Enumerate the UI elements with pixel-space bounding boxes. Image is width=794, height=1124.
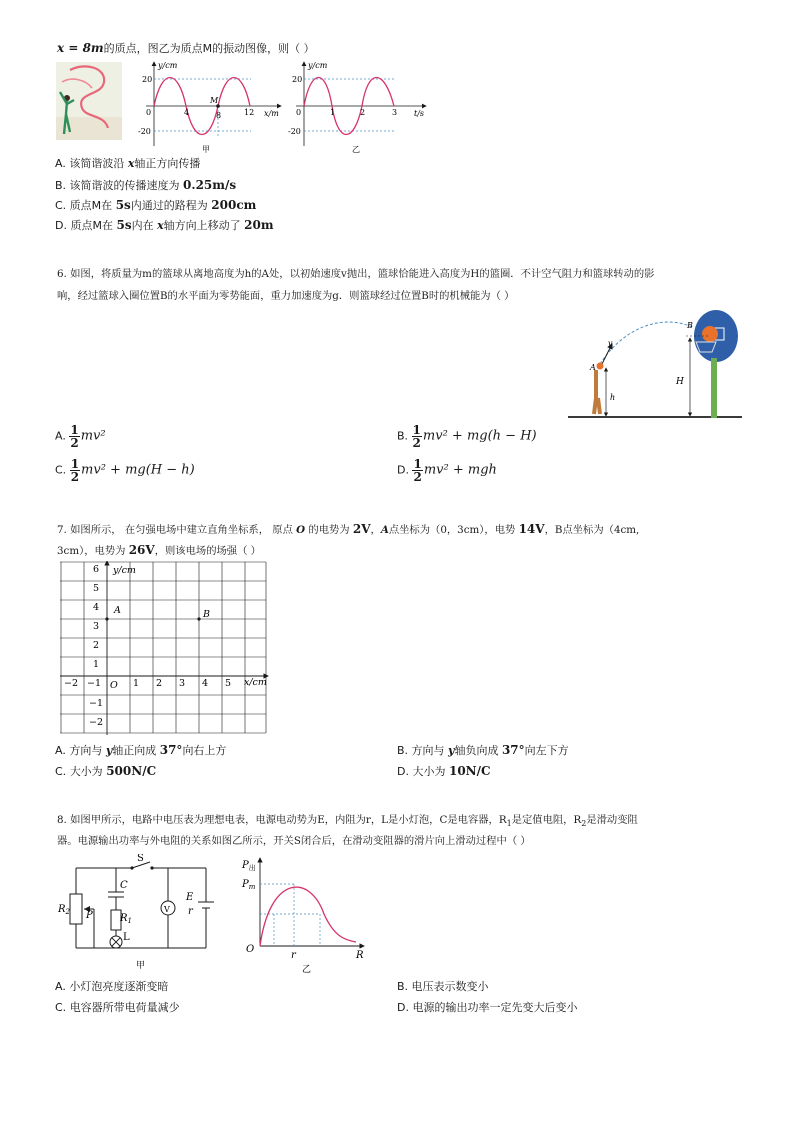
q7-stem-line1: 7. 如图所示， 在匀强电场中建立直角坐标系， 原点 O 的电势为 2V，A点坐标为（0，3cm），电势 14V，B点坐标为（4cm, bbox=[57, 522, 640, 536]
x-tick-3: 3 bbox=[179, 678, 186, 689]
yi-tick-3: 3 bbox=[392, 108, 398, 117]
x-tick-4: 4 bbox=[202, 678, 209, 689]
grid-ylabel: y/cm bbox=[113, 565, 136, 576]
q5-stem-math: x = 8m bbox=[57, 41, 104, 55]
y-tick-2: 2 bbox=[93, 640, 100, 651]
jia-tick-20: 20 bbox=[142, 75, 153, 84]
q8-stem-line2: 器。电源输出功率与外电阻的关系如图乙所示，开关S闭合后，在滑动变阻器的滑片向上滑动过程中（ ） bbox=[57, 835, 531, 847]
circuit-s: S bbox=[137, 854, 144, 864]
q8-option-a[interactable]: A. 小灯泡亮度逐渐变暗 bbox=[55, 980, 169, 993]
point-b bbox=[197, 617, 200, 620]
y-tick-4: 4 bbox=[93, 602, 100, 613]
circuit-r: r bbox=[188, 906, 193, 917]
y-tick-3: 3 bbox=[93, 621, 100, 632]
graph-origin: O bbox=[246, 944, 255, 955]
label-H: H bbox=[676, 377, 684, 387]
circuit-p: P bbox=[86, 910, 93, 921]
q5-stem-text: 的质点，图乙为质点M的振动图像，则（ ） bbox=[103, 42, 315, 55]
q6-option-c[interactable]: C. $\frac{1}{2}$ mv² + mg(H − h) bbox=[55, 457, 195, 484]
circuit-r1: $R_1$ bbox=[120, 913, 132, 925]
q8-stem-line1: 8. 如图甲所示，电路中电压表为理想电表，电源电动势为E，内阻为r，L是小灯泡，C是电容器，$R_1$是定值电阻，$R_2$是滑动变阻 bbox=[57, 814, 638, 829]
q6-option-b[interactable]: B. $\frac{1}{2}$ mv² + mg(h − H) bbox=[397, 423, 537, 450]
yi-tick-20: 20 bbox=[292, 75, 303, 84]
q6-stem-line2: 响，经过篮球入圈位置B的水平面为零势能面，重力加速度为g．则篮球经过位置B时的机械能为（ ） bbox=[57, 290, 515, 302]
grid-label-a: A bbox=[114, 605, 121, 616]
point-a bbox=[105, 617, 108, 620]
y-tick-neg2: −2 bbox=[89, 717, 104, 728]
x-tick-neg1: −1 bbox=[87, 678, 102, 689]
q7-stem-line2: 3cm），电势为 26V，则该电场的场强（ ） bbox=[57, 543, 261, 557]
ball-icon bbox=[702, 326, 718, 342]
grid-xlabel: x/cm bbox=[244, 677, 267, 688]
yi-origin: 0 bbox=[296, 108, 302, 117]
q8-option-d[interactable]: D. 电源的输出功率一定先变大后变小 bbox=[397, 1001, 578, 1014]
yi-xlabel: t/s bbox=[414, 109, 425, 118]
grid-label-b: B bbox=[203, 609, 210, 620]
jia-point-m: M bbox=[210, 96, 219, 105]
jia-tick-4: 4 bbox=[184, 108, 190, 117]
yi-tick-2: 2 bbox=[360, 108, 366, 117]
circuit-e: E bbox=[186, 892, 194, 903]
y-tick-neg1: −1 bbox=[89, 698, 104, 709]
q6-option-a[interactable]: A. $\frac{1}{2}$ mv² bbox=[55, 423, 106, 450]
graph-r: r bbox=[291, 950, 296, 961]
x-tick-1: 1 bbox=[133, 678, 140, 689]
label-b: B bbox=[687, 321, 693, 330]
yi-tick-1: 1 bbox=[330, 108, 336, 117]
power-curve bbox=[260, 887, 356, 946]
q8-option-b[interactable]: B. 电压表示数变小 bbox=[397, 980, 489, 993]
x-tick-neg2: −2 bbox=[64, 678, 79, 689]
jia-tick-neg20: -20 bbox=[138, 127, 151, 136]
voltmeter-icon: V bbox=[164, 905, 170, 914]
q7-option-a[interactable]: A. 方向与 y轴正向成 37°向右上方 bbox=[55, 743, 227, 757]
q6-option-d[interactable]: D. $\frac{1}{2}$ mv² + mgh bbox=[397, 457, 497, 484]
label-v: v bbox=[608, 339, 613, 348]
circuit-caption: 甲 bbox=[136, 961, 146, 971]
jia-xlabel: x/m bbox=[264, 109, 279, 118]
q5-option-c[interactable]: C. 质点M在 5s内通过的路程为 200cm bbox=[55, 198, 257, 212]
q8-power-graph bbox=[240, 854, 370, 976]
yi-ylabel: y/cm bbox=[308, 61, 328, 70]
q5-fig-jia bbox=[126, 58, 286, 154]
graph-caption: 乙 bbox=[302, 965, 312, 975]
graph-ylabel: $P_出$ bbox=[242, 860, 256, 872]
q7-option-c[interactable]: C. 大小为 500N/C bbox=[55, 764, 157, 778]
q5-option-b[interactable]: B. 该简谐波的传播速度为 0.25m/s bbox=[55, 178, 237, 192]
y-tick-1: 1 bbox=[93, 659, 100, 670]
jia-ylabel: y/cm bbox=[158, 61, 178, 70]
q7-grid-figure bbox=[60, 561, 272, 737]
graph-xlabel: R bbox=[356, 950, 364, 961]
q5-fig-yi bbox=[284, 58, 434, 154]
yi-caption: 乙 bbox=[352, 145, 360, 154]
q5-option-d[interactable]: D. 质点M在 5s内在 x轴方向上移动了 20m bbox=[55, 218, 274, 232]
q5-option-a[interactable]: A. 该简谐波沿 x轴正方向传播 bbox=[55, 157, 201, 170]
x-tick-2: 2 bbox=[156, 678, 163, 689]
yi-tick-neg20: -20 bbox=[288, 127, 301, 136]
q8-option-c[interactable]: C. 电容器所带电荷量减少 bbox=[55, 1001, 180, 1014]
circuit-c: C bbox=[120, 880, 128, 891]
label-h: h bbox=[610, 393, 616, 402]
jia-origin: 0 bbox=[146, 108, 152, 117]
y-tick-5: 5 bbox=[93, 583, 100, 594]
jia-caption: 甲 bbox=[202, 145, 210, 154]
q6-stem-line1: 6. 如图，将质量为m的篮球从离地高度为h的A处，以初始速度v抛出，篮球恰能进入高度为H的篮圈．不计空气阻力和篮球转动的影 bbox=[57, 268, 655, 280]
q5-gymnast-photo bbox=[56, 62, 122, 140]
jia-tick-8: 8 bbox=[216, 111, 222, 120]
q7-option-d[interactable]: D. 大小为 10N/C bbox=[397, 764, 491, 778]
grid-origin: O bbox=[110, 680, 118, 691]
label-a: A bbox=[590, 363, 596, 372]
q5-stem-tail bbox=[57, 40, 315, 57]
y-tick-6: 6 bbox=[93, 564, 100, 575]
q6-basketball-figure bbox=[566, 306, 746, 424]
q7-option-b[interactable]: B. 方向与 y轴负向成 37°向左下方 bbox=[397, 743, 569, 757]
circuit-l: L bbox=[123, 932, 130, 943]
graph-pm: $P_m$ bbox=[242, 879, 256, 891]
q8-circuit-figure bbox=[56, 854, 216, 974]
trajectory bbox=[600, 322, 694, 364]
x-tick-5: 5 bbox=[225, 678, 232, 689]
jia-tick-12: 12 bbox=[244, 108, 255, 117]
circuit-r2: $R_2$ bbox=[58, 904, 70, 916]
